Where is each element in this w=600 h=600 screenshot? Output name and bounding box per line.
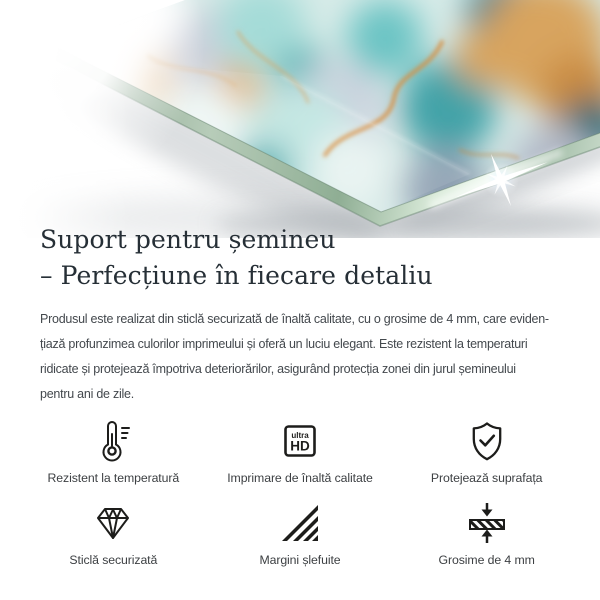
features-grid bbox=[20, 417, 580, 567]
feature-tempered-glass bbox=[20, 499, 207, 567]
content-block bbox=[40, 222, 565, 567]
feature-label: Sticlă securizată bbox=[69, 553, 158, 567]
shield-check-icon bbox=[465, 417, 509, 465]
description-line: țiază profunzimea culorilor imprimeului și oferă un luciu elegant. Este rezistent la temperaturi bbox=[40, 337, 528, 351]
hd-text: HD bbox=[290, 438, 310, 454]
feature-polished-edges bbox=[207, 499, 394, 567]
glass-panel-photo bbox=[0, 0, 600, 238]
feature-thickness bbox=[393, 499, 580, 567]
description-line: Produsul este realizat din sticlă securizată de înaltă calitate, cu o grosime de 4 mm, care eviden- bbox=[40, 312, 549, 326]
feature-print-quality bbox=[207, 417, 394, 485]
ultra-text: ultra bbox=[291, 431, 309, 440]
thermometer-icon bbox=[91, 417, 135, 465]
ultra-hd-icon bbox=[278, 417, 322, 465]
description-line: ridicate și protejează împotriva deteriorărilor, asigurând protecția zonei din jurul șemineului bbox=[40, 362, 516, 376]
feature-temperature-resistant bbox=[20, 417, 207, 485]
feature-protects-surface bbox=[393, 417, 580, 485]
feature-label: Imprimare de înaltă calitate bbox=[227, 471, 373, 485]
hero-image bbox=[0, 0, 600, 238]
left-fade bbox=[0, 0, 130, 238]
title-line-2: – Perfecțiune în fiecare detaliu bbox=[40, 261, 433, 290]
polished-edges-icon bbox=[278, 499, 322, 547]
product-description bbox=[40, 307, 565, 407]
thickness-icon bbox=[465, 499, 509, 547]
description-line: pentru ani de zile. bbox=[40, 387, 134, 401]
feature-label: Grosime de 4 mm bbox=[438, 553, 535, 567]
title-line-1: Suport pentru șemineu bbox=[40, 225, 336, 254]
diamond-icon bbox=[91, 499, 135, 547]
feature-label: Margini șlefuite bbox=[259, 553, 341, 567]
page-title bbox=[40, 222, 565, 294]
feature-label: Protejează suprafața bbox=[430, 471, 543, 485]
feature-label: Rezistent la temperatură bbox=[47, 471, 180, 485]
